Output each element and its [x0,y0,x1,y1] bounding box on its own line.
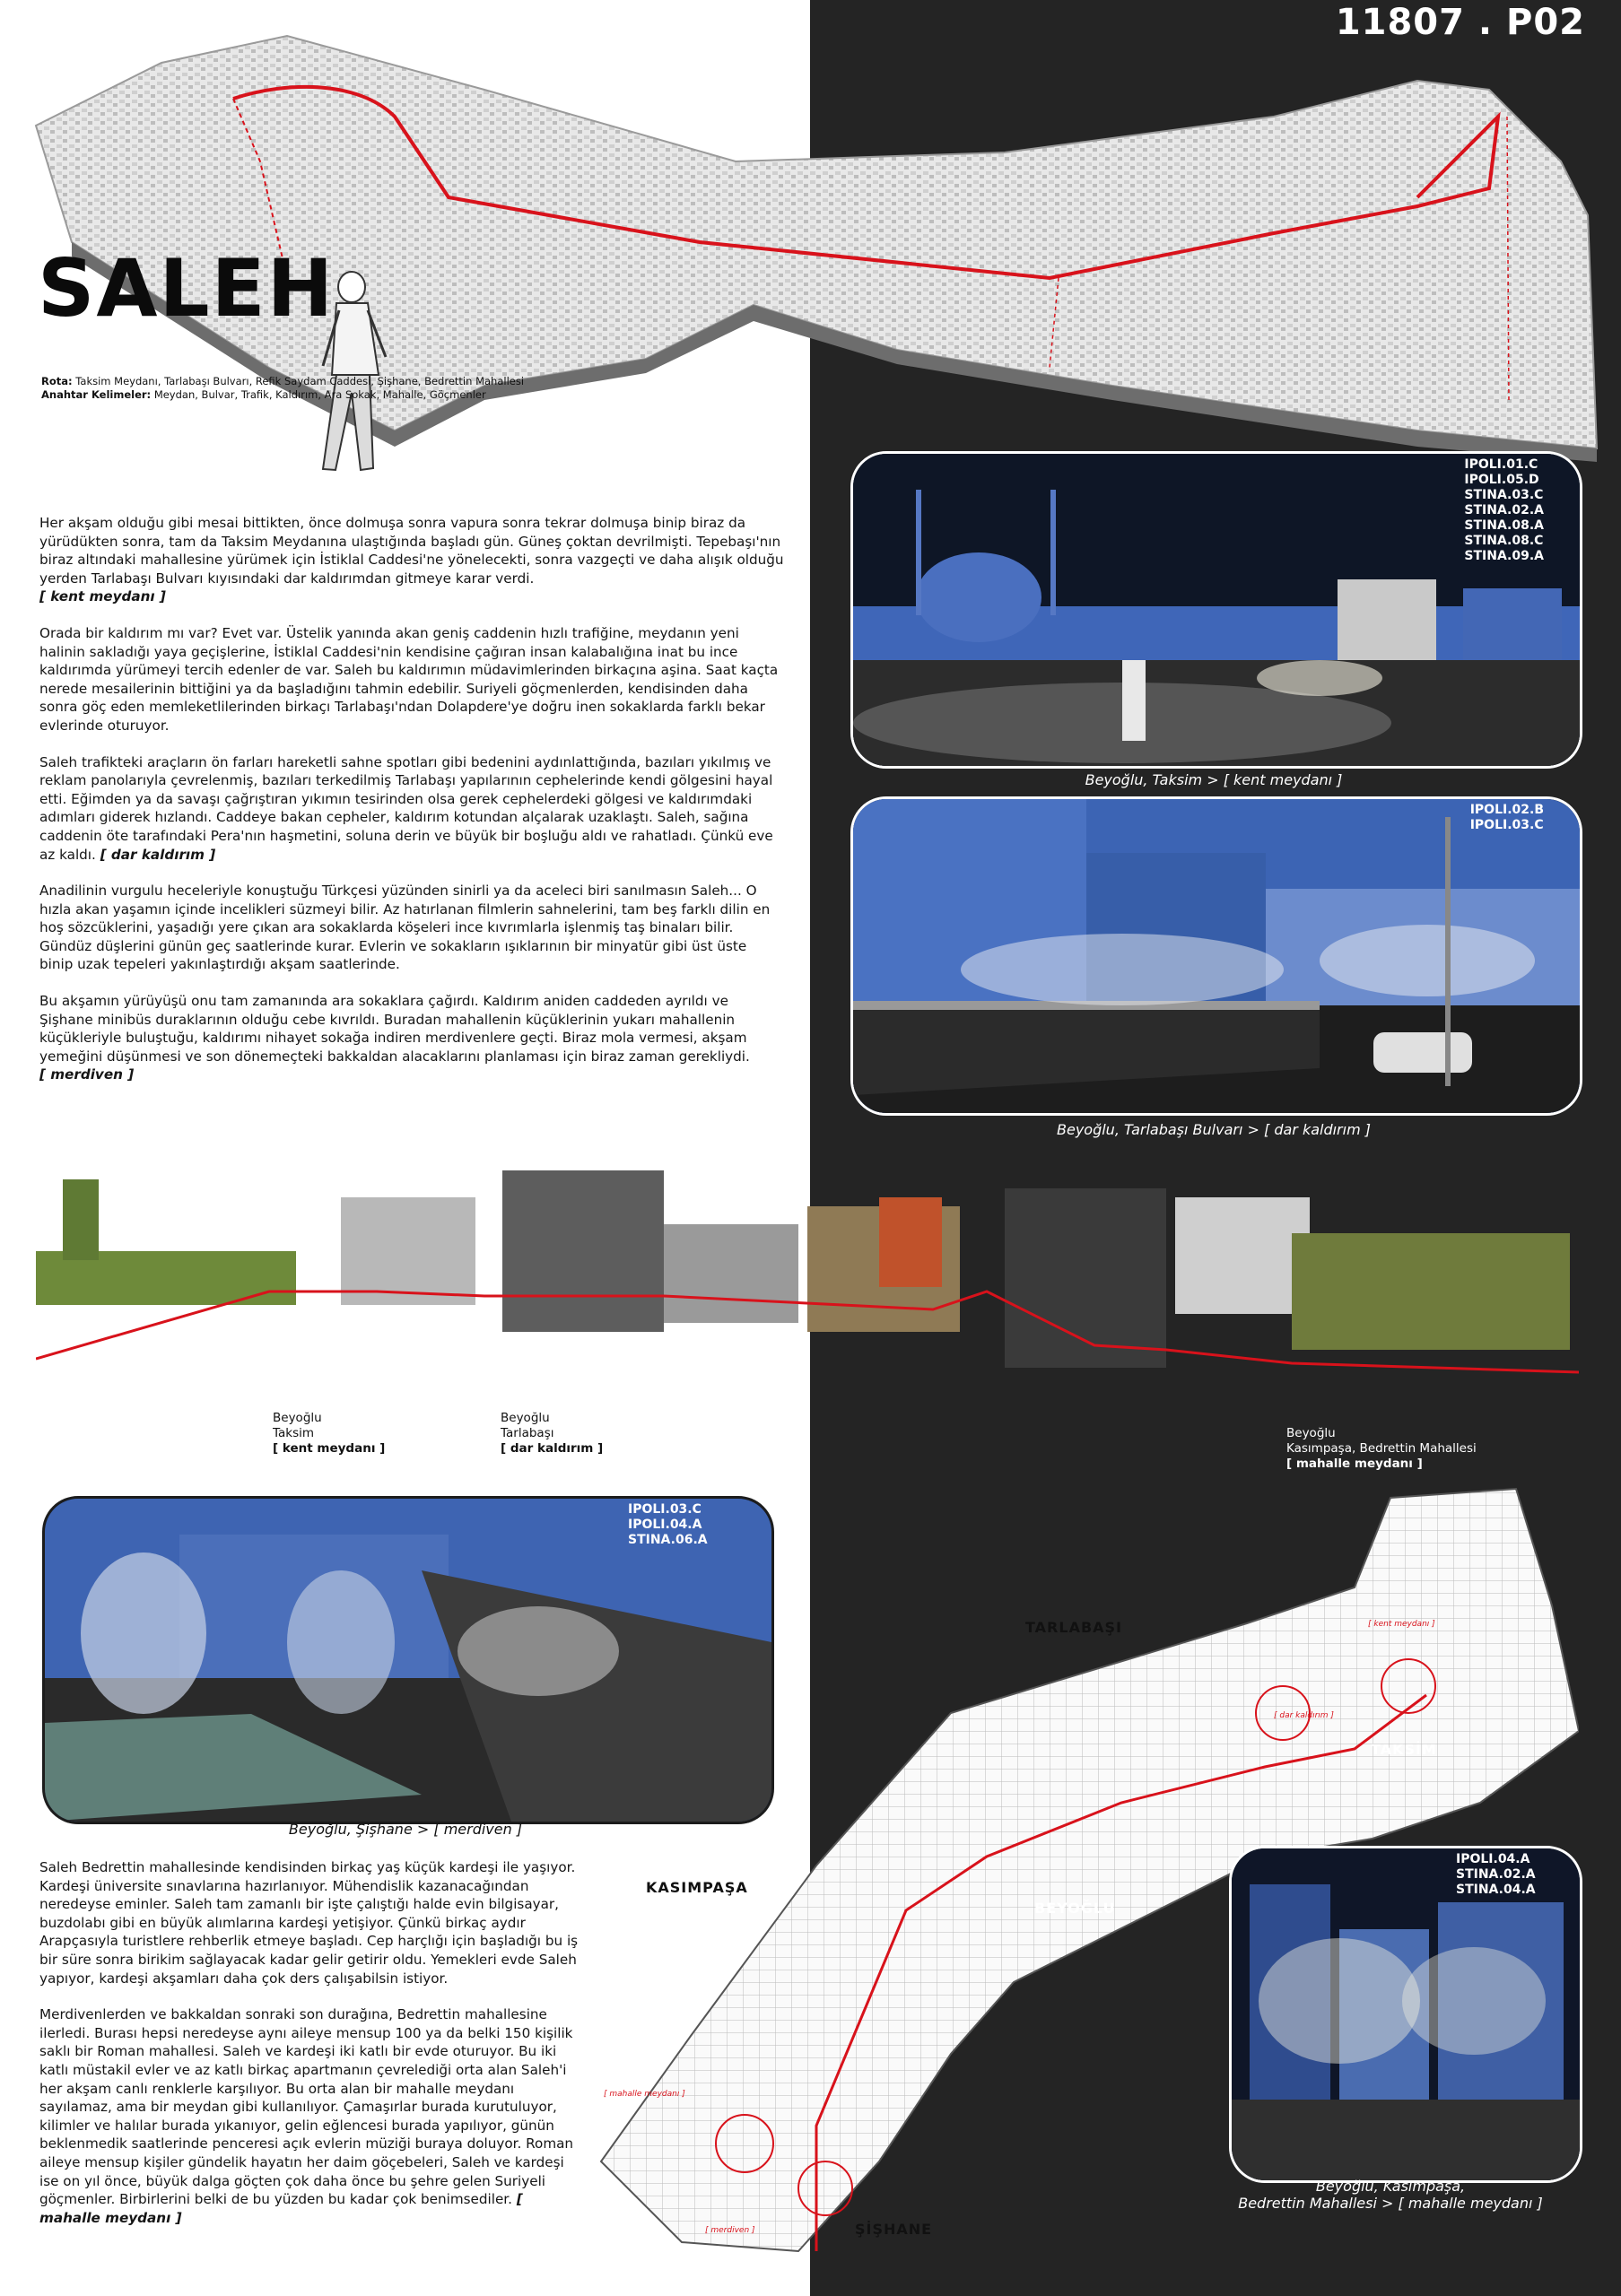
material-codes-tarlabasi: IPOLI.02.B IPOLI.03.C [1469,803,1544,832]
route-tag: [ dar kaldırım ] [100,846,216,863]
page-title: SALEH [38,242,336,335]
section-stop-tarlabasi: Beyoğlu Tarlabaşı [ dar kaldırım ] [501,1411,604,1456]
route-tag: [ merdiven ] [39,1066,135,1083]
route-label: Rota: [41,375,73,387]
paragraph: Bu akşamın yürüyüşü onu tam zamanında ara sokaklara çağırdı. Kaldırım aniden caddeden ayrıldı ve Şişhane minibüs duraklarının olduğu cebe kıvrıldı. Buradan mahallenin küçüklerinin yukarı mahallenin küçükleriyle buluştuğu, kaldırımı nihayet sokağa indiren merdivenlere geçti. Biraz mola vermesi, akşam yemeğini düşünmesi ve son dönemeçteki bakkaldan alacaklarını planlaması için biraz zaman gerekliydi. [ merdiven ] [39,993,750,1083]
material-codes-sishane: IPOLI.03.C IPOLI.04.A STINA.06.A [628,1502,708,1547]
kasimpasa-night-render [1232,1848,1580,2180]
render-taksim [850,451,1582,769]
caption-tarlabasi: Beyoğlu, Tarlabaşı Bulvarı > [ dar kaldırım ] [1057,1121,1371,1138]
map-label-tarlabasi: TARLABAŞI [1025,1619,1123,1636]
section-stop-taksim: Beyoğlu Taksim [ kent meydanı ] [273,1411,386,1456]
map-label-beyoglu: BEYOĞLU [1034,1900,1116,1917]
keywords-value: Meydan, Bulvar, Trafik, Kaldırım, Ara Sokak, Mahalle, Göçmenler [153,388,486,401]
map-marker-merdiven: [ merdiven ] [705,2226,755,2235]
route-tag: [ kent meydanı ] [39,588,166,605]
map-marker-kent: [ kent meydanı ] [1368,1620,1435,1629]
route-tag: [ mahalle meydanı ] [39,2191,523,2226]
route-meta [41,375,544,402]
paragraph: Saleh trafikteki araçların ön farları hareketli sahne spotları gibi bedenini aydınlattığında, bazıları yıkılmış ve reklam panolarıyla çevrelenmiş, bazıları terkedilmiş Tarlabaşı yapılarının cephelerinde kendi gölgesini hayal etti. Eğimden ya da savaşı çağrıştıran yıkımın tesirinden olsa gerek cephelerdeki gölgesi ve kaldırımdaki adımları giderek hızlandı. Caddeye bakan cepheler, kaldırım kotundan alçalarak uzaklaştı. Saleh, sağına caddenin öte tarafındaki Pera'nın haşmetini, soluna derin ve büyük bir boşluğu aldı ve rahatladı. Çünkü eve az kaldı. [ dar kaldırım ] [39,753,773,863]
street-section-collage [36,1161,1579,1422]
poster-id: 11807 . P02 [1335,2,1585,43]
story-text-bottom [39,1858,587,2245]
paragraph: Anadilinin vurgulu heceleriyle konuştuğu Türkçesi yüzünden sinirli ya da aceleci biri sanılmasın Saleh... O hızla akan yaşamın içinde incelikleri süzmeyi bilir. Az hatırlanan filmlerin sahnelerini, tam beş farklı dilin en hoş sözcüklerini, yaşadığı yere çıkan ara sokaklarda köşeleri ince kıvrımlarla işlenmiş taş binaları bilir. Gündüz düşlerini günün geç saatlerinde kurar. Evlerin ve sokakların ışıklarının bir minyatür gibi üst üste binip uzak tepeleri yakınlaştırdığı akşam saatlerinde. [39,883,771,973]
paragraph: Orada bir kaldırım mı var? Evet var. Üstelik yanında akan geniş caddenin hızlı trafiğine, meydanın yeni halinin sakladığı yaya geçişlerine, İstiklal Caddesi'nin kendisine çağıran insan kalabalığına inat bu ince kaldırımda yürümeyi tercih edenler de var. Saleh bu kaldırımın müdavimlerinden birkaçına aşina. Saat kaçta nerede mesailerinin bittiğini ya da başladığını tahmin edebilir. Suriyeli göçmenlerden, kendisinden daha sonra göç eden memleketlilerinden birkaçı Tarlabaşı'ndan Dolapdere'ye doğru inen sokaklarda farklı bekar evlerinde oturuyor. [39,624,779,734]
material-codes-kasimpasa: IPOLI.04.A STINA.02.A STINA.04.A [1456,1852,1536,1897]
route-value: Taksim Meydanı, Tarlabaşı Bulvarı, Refik Saydam Caddesi, Şişhane, Bedrettin Mahallesi [75,375,525,387]
section-stop-kasimpasa: Beyoğlu Kasımpaşa, Bedrettin Mahallesi [ mahalle meydanı ] [1286,1426,1477,1471]
caption-sishane: Beyoğlu, Şişhane > [ merdiven ] [288,1821,523,1838]
map-marker-mahalle: [ mahalle meydanı ] [604,2090,685,2099]
story-text-top [39,514,784,1102]
caption-taksim: Beyoğlu, Taksim > [ kent meydanı ] [1085,771,1343,788]
map-label-kasimpasa: KASIMPAŞA [646,1879,748,1896]
paragraph: Saleh Bedrettin mahallesinde kendisinden birkaç yaş küçük kardeşi ile yaşıyor. Kardeşi üniversite sınavlarına hazırlanıyor. Mühendislik kazanacağından neredeyse eminler. Saleh tam zamanlı bir işte çalıştığı halde evin bilgisayar, buzdolabı gibi en büyük alımlarına kardeşi yetişiyor. Çünkü birkaç aydır Arapçasıyla turistlere rehberlik etmeye başladı. Cep harçlığı için başladığı bu iş bir süre sonra birikim sağlayacak kadar gelir getirir oldu. Yemekleri evde Saleh yapıyor, kardeşi akşamları daha çok ders çalışabilsin istiyor. [39,1859,579,1987]
section-stop-sishane: Beyoğlu Şişhane [ merdiven ] [720,1411,805,1456]
render-tarlabasi [850,796,1582,1116]
map-label-sishane: ŞİŞHANE [855,2221,933,2238]
map-label-taksim: TAKSİM [1371,1741,1437,1758]
render-kasimpasa [1229,1846,1582,2183]
tarlabasi-night-render [853,799,1580,1113]
caption-kasimpasa: Beyoğlu, Kasımpaşa, Bedrettin Mahallesi > [ mahalle meydanı ] [1238,2178,1543,2212]
paragraph: Her akşam olduğu gibi mesai bittikten, önce dolmuşa sonra vapura sonra tekrar dolmuşa binip biraz da yürüdükten sonra, tam da Taksim Meydanına ulaştığında başladı gün. Güneş çoktan devrilmişti. Tepebaşı'nın biraz altındaki mahallesine yürümek için İstiklal Caddesi'ne yönelecekti, sonra vazgeçti ve daha alışık olduğu yerden Tarlabaşı Bulvarı kıyısındaki dar kaldırımdan gitmeye karar verdi. [ kent meydanı ] [39,515,784,605]
material-codes-taksim: IPOLI.01.C IPOLI.05.D STINA.03.C STINA.02.A STINA.08.A STINA.08.C STINA.09.A [1464,457,1544,563]
keywords-label: Anahtar Kelimeler: [41,388,152,401]
map-marker-dar: [ dar kaldırım ] [1274,1711,1334,1720]
paragraph: Merdivenlerden ve bakkaldan sonraki son durağına, Bedrettin mahallesine ilerledi. Burası hepsi neredeyse aynı aileye mensup 100 ya da belki 150 kişilik saklı bir Roman mahallesi. Saleh ve kardeşi iki katlı bir evde oturuyor. Bu iki katlı müstakil evler ve az katlı birkaç apartmanın çevrelediği orta alan Saleh'i her akşam canlı renklerle karşılıyor. Bu orta alan bir mahalle meydanı sayılamaz, ama bir meydan gibi kullanılıyor. Çamaşırlar burada kurutuluyor, kilimler ve halılar burada yıkanıyor, gelin eğlencesi burada yapılıyor, günün beklenmedik saatlerinde penceresi açık evlerin müziği buraya doluyor. Roman aileye mensup kişiler gündelik hayatın her daim göçebeleri, Saleh ve kardeşi ise on yıl önce, büyük dalga göçten çok daha önce bu şehre gelen Suriyeli göçmenler. Birbirlerini belki de bu yüzden bu kadar çok benimsediler. [ mahalle meydanı ] [39,2006,574,2226]
